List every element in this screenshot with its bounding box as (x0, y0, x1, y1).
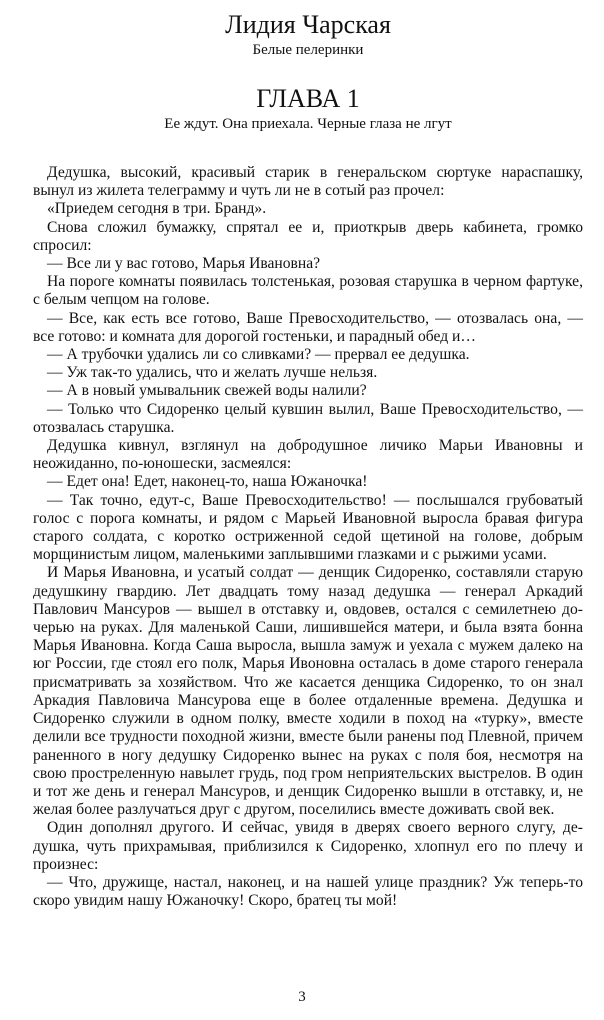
paragraph: На пороге комнаты появилась толстенькая, розовая старушка в черном фартуке, с белым чепцом на голове. (33, 273, 583, 309)
paragraph: Дедушка, высокий, красивый старик в генеральском сюртуке нараспашку, вынул из жилета телеграмму и чуть ли не в сотый раз прочел: (33, 164, 583, 200)
paragraph: — Уж так-то удались, что и желать лучше нельзя. (47, 364, 378, 382)
paragraph: «Приедем сегодня в три. Бранд». (47, 200, 267, 218)
paragraph: — Все ли у вас готово, Марья Ивановна? (47, 255, 321, 273)
page-number: 3 (298, 989, 306, 1005)
chapter-subtitle: Ее ждут. Она приехала. Черные глаза не лгут (164, 116, 452, 132)
document-page (33, 10, 583, 910)
chapter-title: ГЛАВА 1 (256, 84, 360, 113)
paragraph: — А трубочки удались ли со сливками? — прервал ее дедушка. (47, 346, 470, 364)
paragraph: — А в новый умывальник свежей воды налили? (47, 382, 367, 400)
chapter-body (33, 164, 583, 910)
paragraph: — Все, как есть все готово, Ваше Превосходительство, — отозвалась она, — все готово: и комната для дорогой гостеньки, и парадный обед и… (33, 309, 583, 345)
author-name: Лидия Чарская (225, 10, 391, 39)
paragraph: — Едет она! Едет, наконец-то, наша Южаночка! (47, 473, 368, 491)
paragraph: — Так точно, едут-с, Ваше Превосходительство! — послышался грубоватый голос с порога комнаты, и рядом с Марьей Ивановной выросла бравая фигура старого солдата, с коротко остриженной седой щетиной на голове, добрым морщинистым лицом, маленькими заплывшими глазками и с рыжими усами. (33, 491, 583, 564)
page-header (33, 10, 583, 59)
chapter-heading (33, 84, 583, 133)
paragraph: Один дополнял другого. И сейчас, увидя в дверях своего верного слугу, дедушка, чуть прихрамывая, приблизился к Сидоренко, хлопнул его по плечу и произнес: (33, 819, 583, 873)
book-title: Белые пелеринки (252, 42, 364, 58)
paragraph: Снова сложил бумажку, спрятал ее и, приоткрыв дверь кабинета, громко спросил: (33, 218, 583, 254)
paragraph: — Что, дружище, настал, наконец, и на нашей улице праздник? Уж теперь-то скоро увидим нашу Южаночку! Скоро, братец ты мой! (33, 873, 583, 910)
paragraph: Дедушка кивнул, взглянул на добродушное личико Марьи Ивановны и неожиданно, по-юношески, засмеялся: (33, 437, 583, 473)
paragraph: И Марья Ивановна, и усатый солдат — денщик Сидоренко, составляли старую дедушкину гвардию. Лет двадцать тому назад дедушка — генерал Аркадий Павлович Мансуров — вышел в отставку и, овдовев, остался с семилетнею дочерью на руках. Для маленькой Саши, лишившейся матери, и была взята бонна Марья Ивановна. Когда Саша выросла, вышла замуж и уехала с мужем далеко на юг России, где стоял его полк, Марья Ивоновна осталась в доме старого генерала присматривать за хозяйством. Что же касается денщика Сидоренко, то он знал Аркадия Павловича Мансурова еще в более отдаленные времена. Дедушка и Сидоренко служили в одном полку, вместе ходили в поход на «турку», вместе делили все трудности походной жизни, вместе были ранены под Плевной, причем раненного в ногу дедушку Сидоренко вынес на руках с поля боя, несмотря на свою простреленную навылет грудь, под гром неприятельских выстрелов. В один и тот же день и генерал Мансуров, и денщик Сидоренко вышли в отставку, и, не желая более разлучаться друг с другом, поселились вместе доживать свой век. (33, 564, 583, 819)
paragraph: — Только что Сидоренко целый кувшин вылил, Ваше Превосходительство, — отозвалась старушка. (33, 400, 583, 436)
